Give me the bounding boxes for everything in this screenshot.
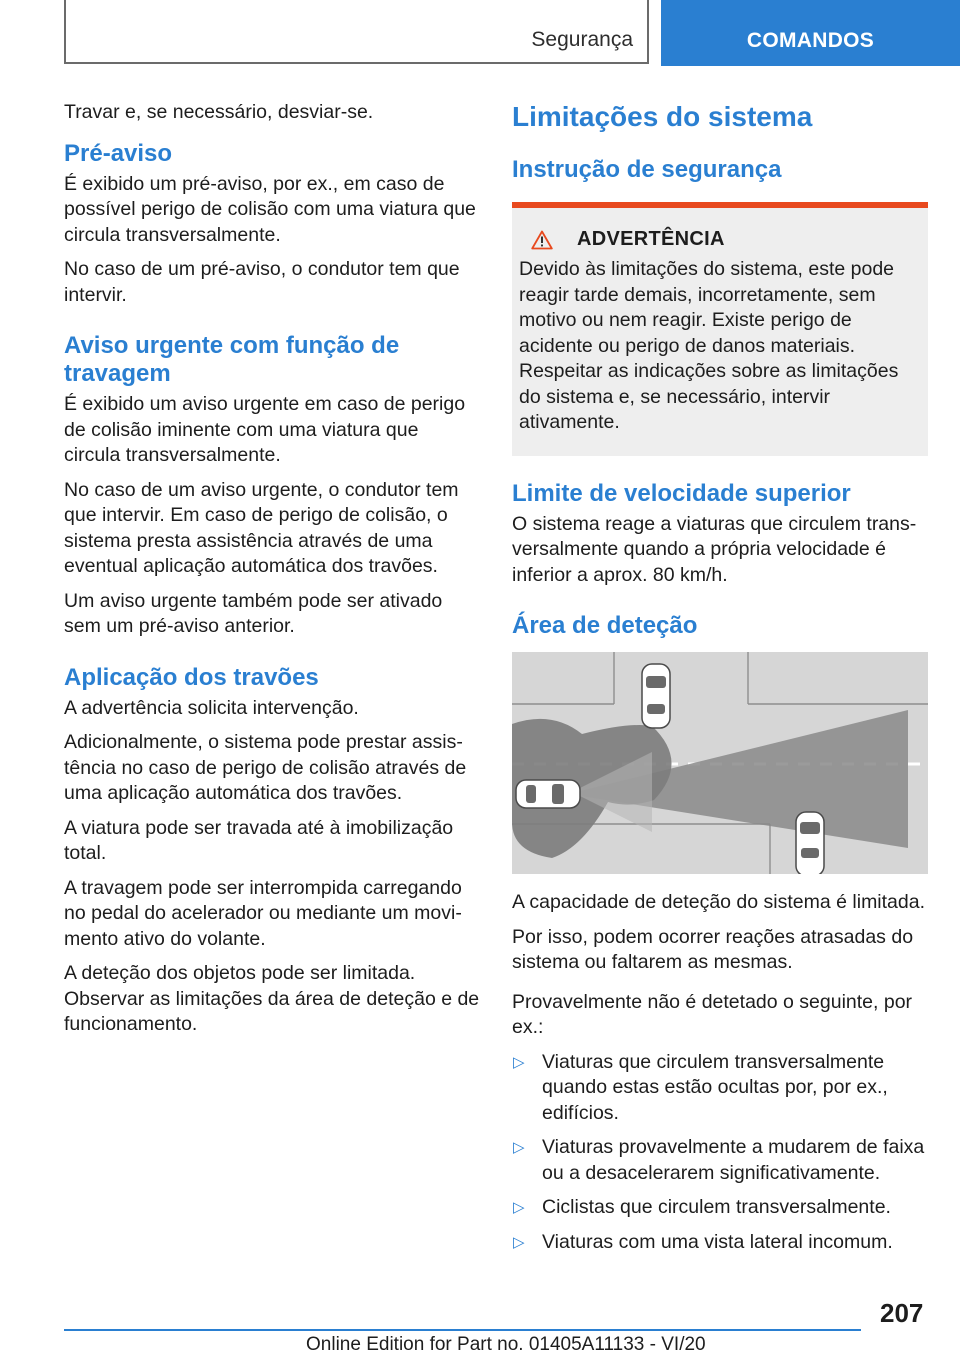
paragraph: A viatura pode ser travada até à imobilização total. — [64, 816, 454, 864]
intro-paragraph: Travar e, se necessário, desviar-se. — [64, 101, 374, 123]
page-number: 207 — [880, 1298, 924, 1328]
list-item-text: Viaturas com uma vista lateral incomum. — [542, 1230, 893, 1253]
section-title-aplicacao-travoes: Aplicação dos travões — [64, 663, 319, 691]
list-item — [512, 1195, 928, 1221]
bullet-triangle-icon: ▷ — [513, 1233, 525, 1251]
section-title-area-detecao: Área de deteção — [512, 612, 698, 639]
list-item — [512, 1135, 928, 1186]
header-section-tab — [64, 0, 649, 64]
paragraph: No caso de um pré-aviso, o condutor tem que intervir. — [64, 258, 460, 306]
paragraph: A capacidade de deteção do sistema é limitada. — [512, 891, 926, 913]
section-title-instrucao-seguranca: Instrução de segurança — [512, 156, 782, 183]
paragraph: O sistema reage a viaturas que circulem transversalmente quando a própria velocidade é inferior a aprox. 80 km/h. — [512, 512, 917, 586]
paragraph: A deteção dos objetos pode ser limitada. Observar as limitações da área de deteção e de funcionamento. — [64, 962, 480, 1035]
bullet-triangle-icon: ▷ — [513, 1199, 525, 1216]
list-item — [512, 1230, 928, 1256]
warning-text: Devido às limitações do sistema, este pode reagir tarde demais, incorretamente, sem motivo ou nem reagir. Existe perigo de acidente ou perigo de danos materiais. Respeitar as indicações sobre as limitações do sistema e, se necessário, intervir ativamente. — [519, 258, 899, 433]
left-column — [64, 100, 480, 1047]
section-title-aviso-urgente: Aviso urgente com função de travagem — [64, 332, 400, 387]
warning-title: ADVERTÊNCIA — [577, 228, 725, 250]
header-chapter-label: COMANDOS — [746, 29, 875, 52]
paragraph: É exibido um aviso urgente em caso de perigo de colisão iminente com uma viatura que circula transversalmente. — [64, 393, 466, 466]
list-item-text: Viaturas que circulem transversalmente quando estas estão ocultas por, por ex., edifícios. — [542, 1050, 888, 1124]
section-title-limite-velocidade: Limite de velocidade superior — [512, 479, 851, 507]
paragraph: Provavelmente não é detetado o seguinte, por ex.: — [512, 990, 913, 1038]
header-chapter-tab — [661, 0, 960, 66]
paragraph: No caso de um aviso urgente, o condutor tem que intervir. Em caso de perigo de colisão, o sistema presta assistência através de uma eventual aplicação automática dos travões. — [64, 478, 459, 577]
list-item-text: Viaturas provavelmente a mudarem de faixa ou a desacelerarem significativamente. — [542, 1136, 925, 1184]
paragraph: Por isso, podem ocorrer reações atrasadas do sistema ou faltarem as mesmas. — [512, 925, 914, 973]
header-section-label: Segurança — [531, 28, 633, 51]
bullet-triangle-icon: ▷ — [513, 1053, 525, 1071]
list-item-text: Ciclistas que circulem transversalmente. — [542, 1196, 891, 1218]
warning-header — [519, 228, 922, 251]
paragraph: Um aviso urgente também pode ser ativado sem um pré-aviso anterior. — [64, 589, 443, 637]
detection-area-illustration — [512, 652, 928, 874]
right-column — [512, 100, 928, 1264]
not-detected-list — [512, 1050, 928, 1256]
section-title-pre-aviso: Pré-aviso — [64, 139, 173, 167]
bullet-triangle-icon: ▷ — [513, 1139, 525, 1156]
paragraph: A advertência solicita intervenção. — [64, 696, 359, 719]
warning-triangle-icon — [531, 230, 553, 250]
list-item — [512, 1050, 928, 1127]
paragraph: Adicionalmente, o sistema pode prestar assistência no caso de perigo de colisão através de uma aplicação automática dos travões. — [64, 731, 467, 804]
paragraph: A travagem pode ser interrompida carregando no pedal do acelerador ou mediante um movimento ativo do volante. — [64, 876, 462, 950]
footer-divider — [64, 1329, 861, 1331]
warning-box — [512, 202, 928, 456]
footer-edition: Online Edition for Part no. 01405A11133 - VI/20 — [306, 1334, 706, 1355]
paragraph: É exibido um pré-aviso, por ex., em caso de possível perigo de colisão com uma viatura que circula transversalmente. — [64, 172, 476, 246]
page-title: Limitações do sistema — [512, 101, 813, 132]
